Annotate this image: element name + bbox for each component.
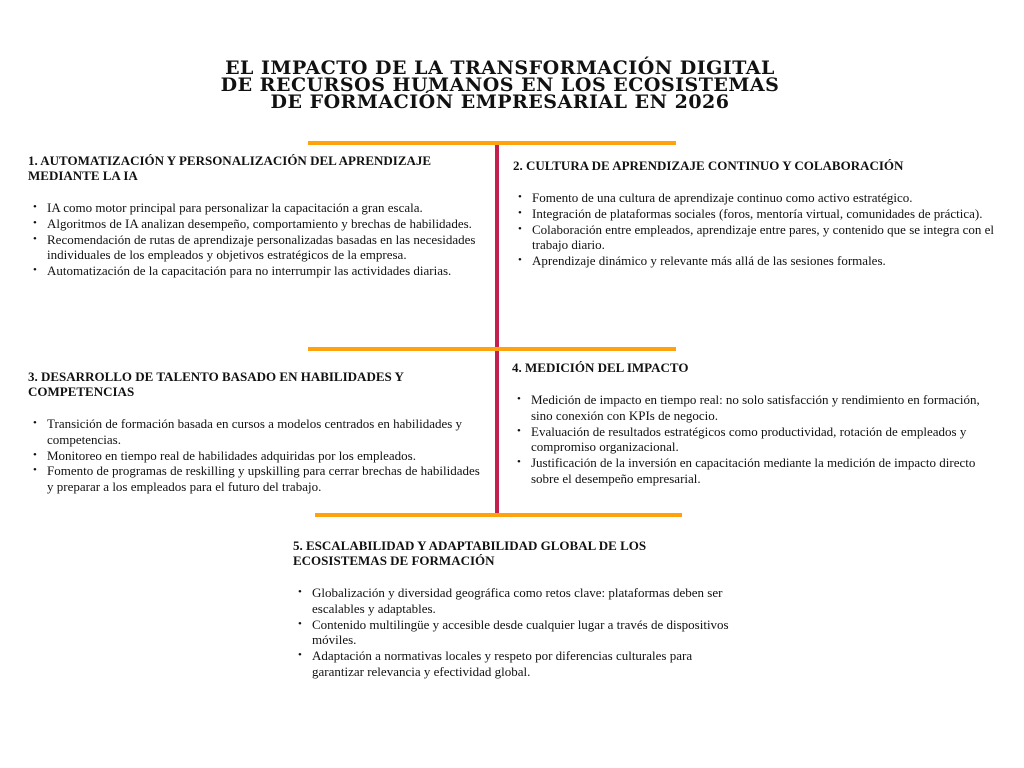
bullet-list xyxy=(28,200,488,279)
section-2 xyxy=(513,158,1003,269)
section-4 xyxy=(512,360,1002,487)
list-item: • Algoritmos de IA analizan desempeño, comportamiento y brechas de habilidades. xyxy=(47,216,488,232)
section-5 xyxy=(293,538,743,680)
list-item: • Medición de impacto en tiempo real: no solo satisfacción y rendimiento en formación, sino conexión con KPIs de negocio. xyxy=(531,392,1002,424)
list-item: • IA como motor principal para personalizar la capacitación a gran escala. xyxy=(47,200,488,216)
list-item: • Evaluación de resultados estratégicos como productividad, rotación de empleados y compromiso organizacional. xyxy=(531,424,1002,456)
list-item: • Aprendizaje dinámico y relevante más allá de las sesiones formales. xyxy=(532,253,1003,269)
section-heading: 2. CULTURA DE APRENDIZAJE CONTINUO Y COLABORACIÓN xyxy=(513,158,904,173)
bullet-list xyxy=(513,190,1003,269)
section-heading: 3. DESARROLLO DE TALENTO BASADO EN HABILIDADES Y COMPETENCIAS xyxy=(28,369,404,399)
list-item: • Monitoreo en tiempo real de habilidades adquiridas por los empleados. xyxy=(47,448,488,464)
list-item: • Transición de formación basada en cursos a modelos centrados en habilidades y competencias. xyxy=(47,416,488,448)
section-1 xyxy=(28,153,488,279)
title-line: DE FORMACIÓN EMPRESARIAL EN 2026 xyxy=(270,91,730,113)
section-heading: 1. AUTOMATIZACIÓN Y PERSONALIZACIÓN DEL APRENDIZAJE MEDIANTE LA IA xyxy=(28,153,432,183)
list-item: • Contenido multilingüe y accesible desde cualquier lugar a través de dispositivos móviles. xyxy=(312,617,743,649)
page-title xyxy=(0,57,1000,113)
section-3 xyxy=(28,369,488,495)
divider-top xyxy=(308,141,676,145)
list-item: • Recomendación de rutas de aprendizaje personalizadas basadas en las necesidades individuales de los empleados y objetivos estratégicos de la empresa. xyxy=(47,232,488,264)
list-item: • Justificación de la inversión en capacitación mediante la medición de impacto directo sobre el desempeño empresarial. xyxy=(531,455,1002,487)
title-line: DE RECURSOS HUMANOS EN LOS ECOSISTEMAS xyxy=(220,74,780,96)
title-line: EL IMPACTO DE LA TRANSFORMACIÓN DIGITAL xyxy=(225,57,775,79)
list-item: • Colaboración entre empleados, aprendizaje entre pares, y contenido que se integra con el trabajo diario. xyxy=(532,222,1003,254)
divider-middle xyxy=(308,347,676,351)
section-heading: 5. ESCALABILIDAD Y ADAPTABILIDAD GLOBAL DE LOS ECOSISTEMAS DE FORMACIÓN xyxy=(293,538,647,568)
section-heading: 4. MEDICIÓN DEL IMPACTO xyxy=(512,360,689,375)
list-item: • Fomento de una cultura de aprendizaje continuo como activo estratégico. xyxy=(532,190,1003,206)
list-item: • Automatización de la capacitación para no interrumpir las actividades diarias. xyxy=(47,263,488,279)
bullet-list xyxy=(293,585,743,680)
list-item: • Fomento de programas de reskilling y upskilling para cerrar brechas de habilidades y preparar a los empleados para el futuro del trabajo. xyxy=(47,463,488,495)
list-item: • Adaptación a normativas locales y respeto por diferencias culturales para garantizar relevancia y efectividad global. xyxy=(312,648,743,680)
divider-bottom xyxy=(315,513,682,517)
bullet-list xyxy=(512,392,1002,487)
list-item: • Globalización y diversidad geográfica como retos clave: plataformas deben ser escalables y adaptables. xyxy=(312,585,743,617)
divider-vertical xyxy=(495,145,499,515)
bullet-list xyxy=(28,416,488,495)
list-item: • Integración de plataformas sociales (foros, mentoría virtual, comunidades de práctica). xyxy=(532,206,1003,222)
